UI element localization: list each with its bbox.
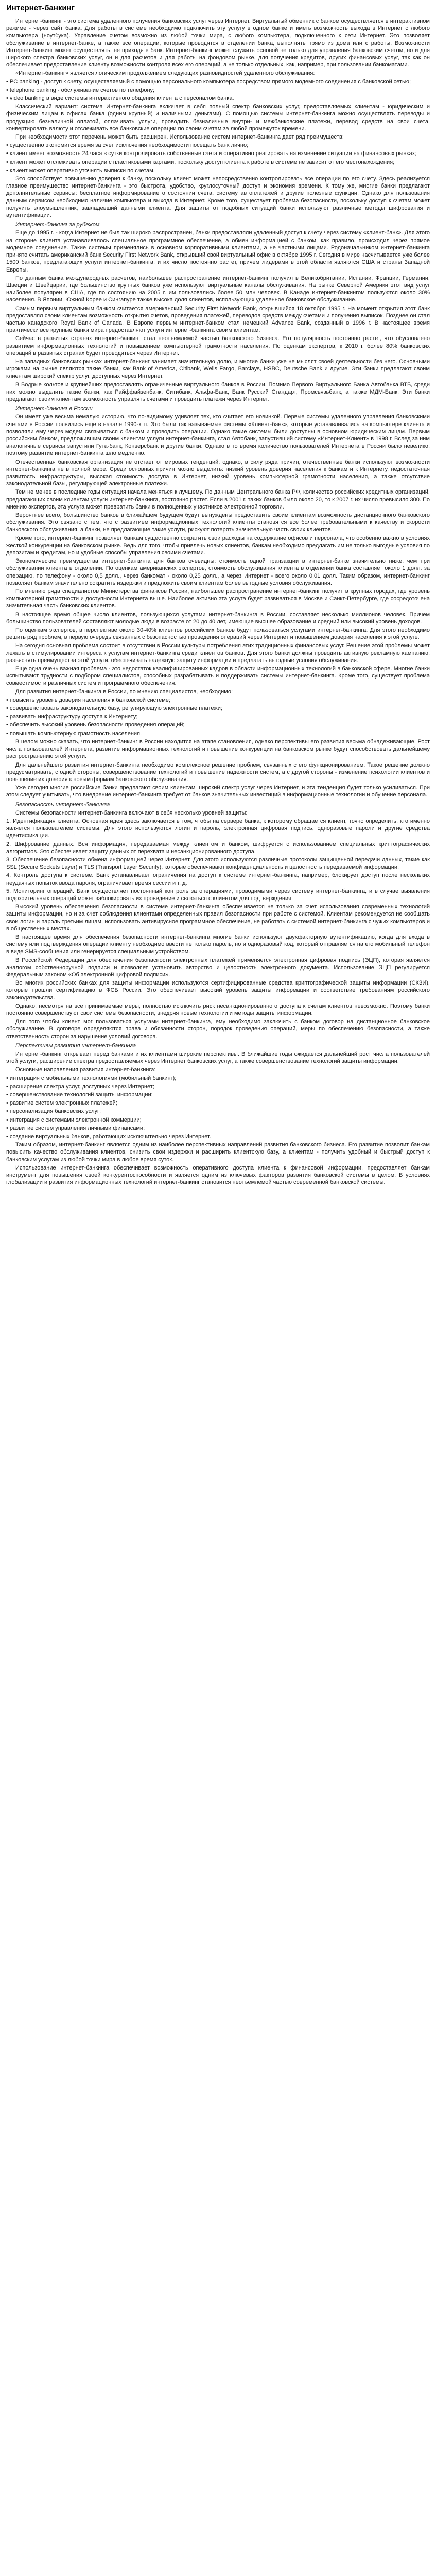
paragraph: Вероятнее всего, большинство банков в ближайшем будущем будут вынуждены предоставить своим клиентам возможность дистанционного банковского обслуживания. Это связано с тем, что с развитием информационных технологий клиенты становятся все более требовательными к качеству и скорости банковского обслуживания, а банки, не предлагающие такие услуги, рискуют потерять значительную часть своих клиентов. (6, 512, 430, 533)
list-item: • развитие систем электронных платежей; (6, 1100, 117, 1107)
document-title: Интернет-банкинг (6, 4, 75, 12)
list-item: • интеграция с мобильными технологиями (мобильный банкинг); (6, 1075, 177, 1081)
document-body (6, 18, 430, 1186)
list-item: 5. Мониторинг операций. Банк осуществляет постоянный контроль за операциями, проводимыми через систему интернет-банкинга, и в случае выявления подозрительных операций может заблокировать их проведение и связаться с клиентом для подтверждения. (6, 888, 430, 902)
paragraph: Интернет-банкинг открывает перед банками и их клиентами широкие перспективы. В ближайшие годы ожидается дальнейший рост числа пользователей этой услуги, расширение спектра предоставляемых через Интернет банковских услуг, а также совершенствование технологий защиты информации. (6, 1051, 430, 1065)
paragraph: Это способствует повышению доверия к банку, поскольку клиент может непосредственно контролировать все операции по его счету. Здесь реализуется главное преимущество интернет-банкинга - это быстрота, удобство, круглосуточный доступ и экономия времени. К тому же, многие банки предлагают дополнительные сервисы: бесплатное информирование о состоянии счета, систему автоплатежей и другие полезные функции. Однако для пользования данным сервисом необходимо наличие компьютера и выхода в Интернет. Кроме того, существует проблема безопасности, поскольку доступ к счетам может получить злоумышленник, завладевший данными клиента. Для защиты от подобных ситуаций банки используют различные методы шифрования и аутентификации. (6, 176, 430, 219)
list-item: • клиент имеет возможность 24 часа в сутки контролировать собственные счета и оперативно реагировать на изменение ситуации на финансовых рынках; (6, 150, 417, 157)
paragraph: «Интернет-банкинг» является логическим продолжением следующих разновидностей удаленного обслуживания: (15, 70, 315, 77)
paragraph: На сегодня основная проблема состоит в отсутствии в России культуры потребления этих традиционных финансовых услуг. Решение этой проблемы может лежать в стимулировании интереса к услугам интернет-банкинга среди клиентов банков. Для этого банки должны проводить активную рекламную кампанию, разъяснять преимущества этой услуги, обеспечивать надежную защиту информации и предлагать выгодные условия обслуживания. (6, 642, 430, 664)
list-item: • интеграция с системами электронной коммерции; (6, 1116, 142, 1123)
paragraph: Кроме того, интернет-банкинг позволяет банкам существенно сократить свои расходы на содержание офисов и персонала, что особенно важно в условиях жесткой конкуренции на банковском рынке. Ведь для того, чтобы привлечь новых клиентов, банкам необходимо предлагать им не только выгодные условия по депозитам и кредитам, но и удобные способы управления своими счетами. (6, 535, 430, 556)
paragraph: Таким образом, интернет-банкинг является одним из наиболее перспективных направлений развития банковского бизнеса. Его развитие позволит банкам повысить качество обслуживания клиентов, снизить свои издержки и расширить клиентскую базу, а клиентам - получить удобный и быстрый доступ к банковским услугам из любой точки мира в любое время суток. (6, 1142, 430, 1163)
paragraph: Для того чтобы клиент мог пользоваться услугами интернет-банкинга, ему необходимо заключить с банком договор на дистанционное банковское обслуживание. В договоре определяются права и обязанности сторон, порядок проведения операций, меры по обеспечению безопасности, а также ответственность сторон за нарушение условий договора. (6, 1019, 430, 1040)
paragraph: Однако, несмотря на все принимаемые меры, полностью исключить риск несанкционированного доступа к счетам клиентов невозможно. Поэтому банки постоянно совершенствуют свои системы безопасности, внедряя новые технологии и методы защиты информации. (6, 1003, 430, 1016)
list-item: • telephone banking - обслуживание счетов по телефону; (6, 87, 155, 93)
paragraph: Еще до 1995 г. - когда Интернет не был так широко распространен, банки предоставляли удаленный доступ к счету через систему «клиент-банк». Для этого на стороне клиента устанавливалось специальное программное обеспечение, а обмен информацией с банком, как правило, происходил через прямое модемное соединение. Такие системы применялись в основном корпоративными клиентами, а не частными лицами. Родоначальником интернет-банкинга принято считать американский банк Security First Network Bank, открывший свой виртуальный офис в октябре 1995 г. Сегодня в мире насчитывается уже более 1500 банков, предлагающих услуги интернет-банкинга, и их число постоянно растет, причем лидерами в этой области являются США и страны Западной Европы. (6, 230, 430, 273)
paragraph: Во многих российских банках для защиты информации используются сертифицированные средства криптографической защиты информации (СКЗИ), которые прошли сертификацию в ФСБ России. Это обеспечивает высокий уровень защиты информации и соответствие требованиям российского законодательства. (6, 980, 430, 1001)
document (0, 0, 436, 1197)
list-item: 4. Контроль доступа к системе. Банк устанавливает ограничения на доступ к системе интернет-банкинга, например, блокирует доступ после нескольких неудачных попыток ввода пароля, ограничивает время сессии и т. д. (6, 872, 430, 886)
paragraph: На западных банковских рынках интернет-банкинг занимает значительную долю, и многие банки уже не мыслят своей деятельности без него. Основными игроками на рынке являются такие банки, как Bank of America, Citibank, Wells Fargo, Barclays, HSBC, Deutsche Bank и другие. Эти банки предлагают своим клиентам широкий спектр услуг, доступных через Интернет. (6, 358, 430, 380)
list-item: • создание виртуальных банков, работающих исключительно через Интернет. (6, 1133, 211, 1140)
list-item: • клиент может отслеживать операции с пластиковыми картами, поскольку доступ клиента к работе в системе не зависит от его местонахождения; (6, 159, 395, 165)
paragraph: Он имеет уже весьма немалую историю, что по-видимому удивляет тех, кто считает его новинкой. Первые системы удаленного управления банковскими счетами в России появились еще в начале 1990-х гг. Это были так называемые системы «Клиент-банк», которые устанавливались на компьютере клиента и позволяли ему через модем связываться с банком и проводить операции. Однако такие системы были доступны в основном юридическим лицам. Первым российским банком, предложившим своим клиентам услуги интернет-банкинга, стал Автобанк, запустивший систему «Интернет-Клиент» в 1998 г. Вслед за ним аналогичные сервисы запустили Гута-банк, Конверсбанк и другие банки. Однако в то время количество пользователей Интернета в России было невелико, поэтому развитие интернет-банкинга шло медленно. (6, 414, 430, 457)
paragraph: В Российской Федерации для обеспечения безопасности электронных платежей применяется электронная цифровая подпись (ЭЦП), которая является аналогом собственноручной подписи и позволяет установить авторство и целостность электронного документа. Использование ЭЦП регулируется Федеральным законом «Об электронной цифровой подписи». (6, 957, 430, 978)
paragraph: По мнению ряда специалистов Министерства финансов России, наибольшее распространение интернет-банкинг получит в крупных городах, где уровень компьютерной грамотности и доступности Интернета выше. Наиболее активно эта услуга будет развиваться в Москве и Санкт-Петербурге, где сосредоточена значительная часть банковских клиентов. (6, 588, 430, 609)
paragraph: Для развития интернет-банкинга в России, по мнению специалистов, необходимо: (15, 688, 233, 695)
list-item: 2. Шифрование данных. Вся информация, передаваемая между клиентом и банком, шифруется с использованием специальных криптографических алгоритмов. Это обеспечивает защиту данных от перехвата и несанкционированного доступа. (6, 841, 430, 855)
list-item: • повышать компьютерную грамотность населения. (6, 730, 142, 737)
paragraph: При необходимости этот перечень может быть расширен. Использование систем интернет-банкинга дает ряд преимуществ: (15, 134, 344, 141)
paragraph: Сейчас в развитых странах интернет-банкинг стал неотъемлемой частью банковского бизнеса. Его популярность постоянно растет, что обусловлено развитием информационных технологий и повышением компьютерной грамотности населения. По оценкам экспертов, к 2010 г. более 80% банковских операций в развитых странах будет проводиться через Интернет. (6, 335, 430, 357)
paragraph: Самым первым виртуальным банком считается американский Security First Network Bank, открывшийся 18 октября 1995 г. На момент открытия этот банк предоставлял своим клиентам возможность открытия счетов, проведения платежей, переводов средств между счетами и получения выписок. Позднее он стал частью канадского Royal Bank of Canada. В Европе первым интернет-банком стал немецкий Advance Bank, созданный в 1996 г. В настоящее время практически все крупные банки мира предоставляют услуги интернет-банкинга своим клиентам. (6, 305, 430, 334)
section-heading: Перспективы развития интернет-банкинга (15, 1042, 136, 1049)
paragraph: Тем не менее в последние годы ситуация начала меняться к лучшему. По данным Центрального банка РФ, количество российских кредитных организаций, предлагающих своим клиентам услуги интернет-банкинга, постоянно растет. Если в 2001 г. таких банков было около 20, то к 2007 г. их число превысило 300. По мнению экспертов, эта услуга может превратить банки в полноценных участников электронной торговли. (6, 489, 430, 510)
paragraph: В Бодрые кольтов и крупнейших предоставлять ограниченные виртуального банков в России. Помимо Первого Виртуального Банка Автобанка ВТБ, среди них можно выделить такие банки, как Райффайзенбанк, Ситибанк, Альфа-Банк, Банк Русский Стандарт, Промсвязьбанк, а также МДМ-Банк. Эти банки предлагают своим клиентам возможность управлять счетами и проводить платежи через Интернет. (6, 381, 430, 402)
paragraph: В настоящее время общее число клиентов, пользующихся услугами интернет-банкинга в России, составляет несколько миллионов человек. Причем большинство пользователей составляют молодые люди в возрасте от 20 до 40 лет, имеющие высшее образование и средний или высокий уровень доходов. (6, 611, 430, 625)
paragraph: В целом можно сказать, что интернет-банкинг в России находится на этапе становления, однако перспективы его развития весьма обнадеживающие. Рост числа пользователей Интернета, развитие информационных технологий и повышение конкуренции на банковском рынке будут способствовать дальнейшему распространению этой услуги. (6, 738, 430, 760)
list-item: 1. Идентификация клиента. Основная идея здесь заключается в том, чтобы на сервере банка, к которому обращается клиент, точно определить, кто именно является пользователем системы. Для этого используются логин и пароль, электронная цифровая подпись, одноразовые пароли и другие средства идентификации. (6, 818, 430, 839)
list-item: • PC banking - доступ к счету, осуществляемый с помощью персонального компьютера посредством прямого модемного соединения с банковской сетью; (6, 78, 411, 85)
list-item: • клиент может оперативно уточнять выписки по счетам. (6, 167, 155, 174)
paragraph: Уже сегодня многие российские банки предлагают своим клиентам широкий спектр услуг через Интернет, и эта тенденция будет только усиливаться. При этом следует учитывать, что внедрение интернет-банкинга требует от банков значительных инвестиций в информационные технологии и обучение персонала. (6, 785, 430, 799)
section-heading: Интернет-банкинг в России (15, 405, 93, 412)
paragraph: По оценкам экспертов, в перспективе около 30-40% клиентов российских банков будут пользоваться услугами интернет-банкинга. Для этого необходимо решить ряд проблем, в первую очередь связанных с безопасностью проведения операций через Интернет и повышением доверия населения к этой услуге. (6, 627, 430, 641)
paragraph: Системы безопасности интернет-банкинга включают в себя несколько уровней защиты: (15, 809, 248, 816)
paragraph: Использование интернет-банкинга обеспечивает возможность оперативного доступа клиента к финансовой информации, предоставляет банкам инструмент для повышения своей конкурентоспособности и является одним из ключевых факторов развития банковской системы в целом. В условиях глобализации и развития информационных технологий интернет-банкинг становится неотъемлемой частью современной банковской системы. (6, 1164, 430, 1186)
section-heading: Интернет-банкинг за рубежом (15, 222, 100, 228)
paragraph: Основные направления развития интернет-банкинга: (15, 1066, 156, 1073)
list-item: • расширение спектра услуг, доступных через Интернет; (6, 1083, 154, 1090)
list-item: • video banking в виде системы интерактивного общения клиента с персоналом банка. (6, 95, 234, 102)
paragraph: Классический вариант: система Интернет-банкинга включает в себя полный спектр банковских услуг, предоставляемых клиентам - юридическим и физическим лицам в офисах банка (одним крупный) и наличными деньгами). С помощью системы интернет-банкинга можно осуществлять переводы и продукцию безналичной оплатой, оплачивать услуги, проводить безналичные внутри- и межбанковские платежи, перевод средств на свои счета, конвертировать валюту и отслеживать все банковские операции по своим счетам за любой промежуток времени. (6, 104, 430, 132)
list-item: • обеспечить высокий уровень безопасности проведения операций; (6, 722, 185, 728)
list-item: • совершенствовать законодательную базу, регулирующую электронные платежи; (6, 705, 222, 712)
section-heading: Безопасность интернет-банкинга (15, 801, 110, 808)
paragraph: Высокий уровень обеспечения безопасности в системе интернет-банкинга обеспечивается не только за счет использования современных технологий защиты информации, но и за счет соблюдения клиентами определенных правил безопасности при работе с системой. Клиентам рекомендуется не сообщать свои логин и пароль третьим лицам, использовать антивирусное программное обеспечение, не работать с системой интернет-банкинга с чужих компьютеров и в общественных местах. (6, 904, 430, 932)
paragraph: Еще одна очень важная проблема - это недостаток квалифицированных кадров в области информационных технологий в банковской сфере. Многие банки испытывают трудности с подбором специалистов, способных разрабатывать и поддерживать системы интернет-банкинга. Кроме того, существует проблема совместимости различных систем и программного обеспечения. (6, 666, 430, 687)
paragraph: Экономические преимущества интернет-банкинга для банков очевидны: стоимость одной транзакции в интернет-банке значительно ниже, чем при обслуживании клиента в отделении. По оценкам американских экспертов, стоимость обслуживания клиента в отделении банка составляет около 1 долл. за операцию, по телефону - около 0,5 долл., через банкомат - около 0,25 долл., а через Интернет - всего около 0,01 долл. Таким образом, интернет-банкинг позволяет банкам значительно сократить издержки и предложить своим клиентам более выгодные условия обслуживания. (6, 558, 430, 586)
list-item: • существенно экономится время за счет исключения необходимости посещать банк лично; (6, 142, 249, 149)
list-item: • развивать инфраструктуру доступа к Интернету; (6, 714, 138, 720)
list-item: • персонализация банковских услуг; (6, 1108, 101, 1115)
paragraph: В настоящее время для обеспечения безопасности интернет-банкинга многие банки используют двухфакторную аутентификацию, когда для входа в систему или подтверждения операции клиенту необходимо ввести не только пароль, но и одноразовый код, который отправляется на его мобильный телефон в виде SMS-сообщения или генерируется специальным устройством. (6, 934, 430, 955)
list-item: • развитие систем управления личными финансами; (6, 1125, 145, 1131)
paragraph: Интернет-банкинг - это система удаленного получения банковских услуг через Интернет. Виртуальный обменник с банком осуществляется в интерактивном режиме - через сайт банка. Для работы в системе необходимо подключить эту услугу в одном банке и иметь возможность выхода в Интернет с любого компьютера (ноутбука). Управление счетом возможно из любой точки мира, с любого компьютера, подключенного к сети Интернет. Это позволяет обслуживание в интернет-банке, а также все операции, которые проводятся в отделении банка, выполнять прямо из дома или с работы. Возможности Интернет-банкинг может осуществлять, не приходя в банк. Интернет-банкинг может служить основой не только для управления банковским счетом, но и для широкого спектра банковских услуг, он и для расчетов и для работы на фондовом рынке, для получения кредитов, других финансовых услуг, так как он обеспечивает предоставление клиенту возможности контроля всех его операций, а не только отдельных, как, например, при пользовании банкоматами. (6, 18, 430, 69)
paragraph: По данным банка международных расчетов, наибольшее распространение интернет-банкинг получил в Великобритании, Испании, Франции, Германии, Швеции и Швейцарии, где большинство крупных банков уже используют виртуальные каналы обслуживания. На рынке Северной Америки этот вид услуг наиболее популярен в США, где по состоянию на 2005 г. им пользовались более 50 млн человек. В Канаде интернет-банкингом пользуются около 30% населения. В Японии, Южной Корее и Сингапуре также высока доля клиентов, использующих удаленное банковское обслуживание. (6, 275, 430, 303)
list-item: 3. Обеспечение безопасности обмена информацией через Интернет. Для этого используются различные протоколы защищенной передачи данных, такие как SSL (Secure Sockets Layer) и TLS (Transport Layer Security), которые обеспечивают конфиденциальность и целостность передаваемой информации. (6, 856, 430, 871)
list-item: • повысить уровень доверия населения к банковской системе; (6, 697, 170, 703)
paragraph: Для дальнейшего развития интернет-банкинга необходимо комплексное решение проблем, связанных с его функционированием. Такое решение должно предусматривать, с одной стороны, совершенствование технологий и повышение надежности систем, а с другой стороны - изменение психологии клиентов и повышение их доверия к новым формам банковского обслуживания. (6, 761, 430, 783)
list-item: • совершенствование технологий защиты информации; (6, 1092, 153, 1098)
paragraph: Отечественная банковская организация не отстает от мировых тенденций, однако, в силу ряда причин, отечественные банки используют возможности интернет-банкинга не в полной мере. Среди основных причин можно выделить: низкий уровень доверия населения к банкам и к Интернету, недостаточная развитость инфраструктуры, высокая стоимость доступа в Интернет, низкий уровень компьютерной грамотности населения, а также отсутствие законодательной базы, регулирующей электронные платежи. (6, 459, 430, 487)
